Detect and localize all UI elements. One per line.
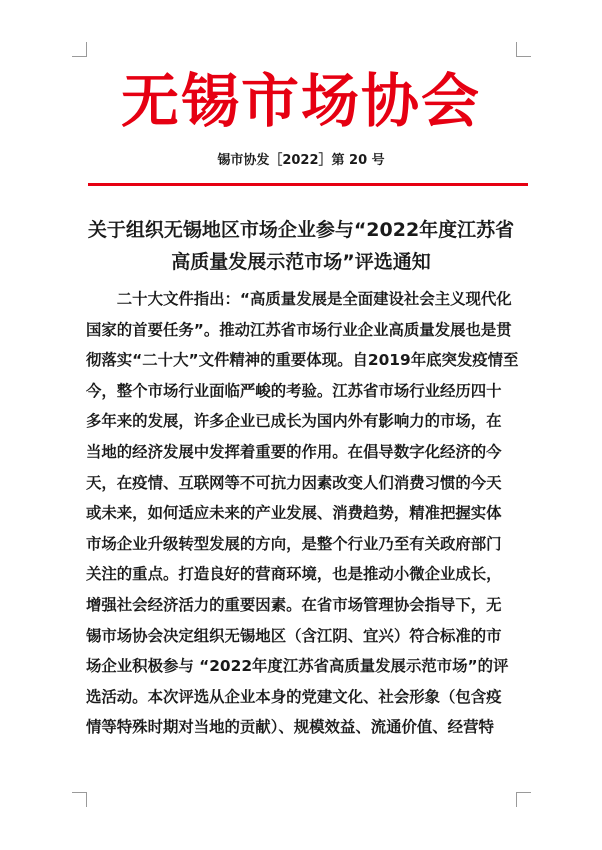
crop-mark-top-left [72, 42, 87, 57]
body-line: 锡市场协会决定组织无锡地区（含江阴、宜兴）符合标准的市 [86, 626, 502, 645]
body-line: 关注的重点。打造良好的营商环境，也是推动小微企业成长， [86, 565, 502, 584]
notice-body [86, 284, 526, 743]
body-line: 彻落实“二十大”文件精神的重要体现。自2019年底突发疫情至 [86, 351, 519, 370]
body-line: 天，在疫情、互联网等不可抗力因素改变人们消费习惯的今天 [86, 473, 502, 492]
body-line: 市场企业升级转型发展的方向，是整个行业乃至有关政府部门 [86, 534, 502, 553]
body-line: 或未来，如何适应未来的产业发展、消费趋势，精准把握实体 [86, 504, 502, 523]
body-line: 当地的经济发展中发挥着重要的作用。在倡导数字化经济的今 [86, 442, 502, 461]
body-line: 场企业积极参与 “2022年度江苏省高质量发展示范市场”的评 [86, 657, 509, 676]
notice-title-line: 关于组织无锡地区市场企业参与“2022年度江苏省 [87, 219, 515, 241]
crop-mark-bottom-right [516, 792, 531, 807]
organization-letterhead: 无锡市场协会 [120, 67, 481, 135]
notice-title [60, 214, 542, 278]
crop-mark-top-right [516, 42, 531, 57]
body-line: 选活动。本次评选从企业本身的党建文化、社会形象（包含疫 [86, 687, 502, 706]
notice-title-line: 高质量发展示范市场”评选通知 [171, 251, 431, 273]
letterhead-divider [88, 183, 528, 186]
body-line: 国家的首要任务”。推动江苏省市场行业企业高质量发展也是贯 [86, 320, 512, 339]
body-line: 增强社会经济活力的重要因素。在省市场管理协会指导下，无 [86, 595, 502, 614]
body-line: 今，整个市场行业面临严峻的考验。江苏省市场行业经历四十 [86, 381, 502, 400]
crop-mark-bottom-left [72, 792, 87, 807]
body-line: 二十大文件指出：“高质量发展是全面建设社会主义现代化 [86, 290, 512, 308]
body-line: 情等特殊时期对当地的贡献）、规模效益、流通价值、经营特 [86, 718, 494, 737]
document-number: 锡市协发［2022］第 20 号 [217, 153, 385, 168]
body-line: 多年来的发展，许多企业已成长为国内外有影响力的市场，在 [86, 412, 502, 431]
